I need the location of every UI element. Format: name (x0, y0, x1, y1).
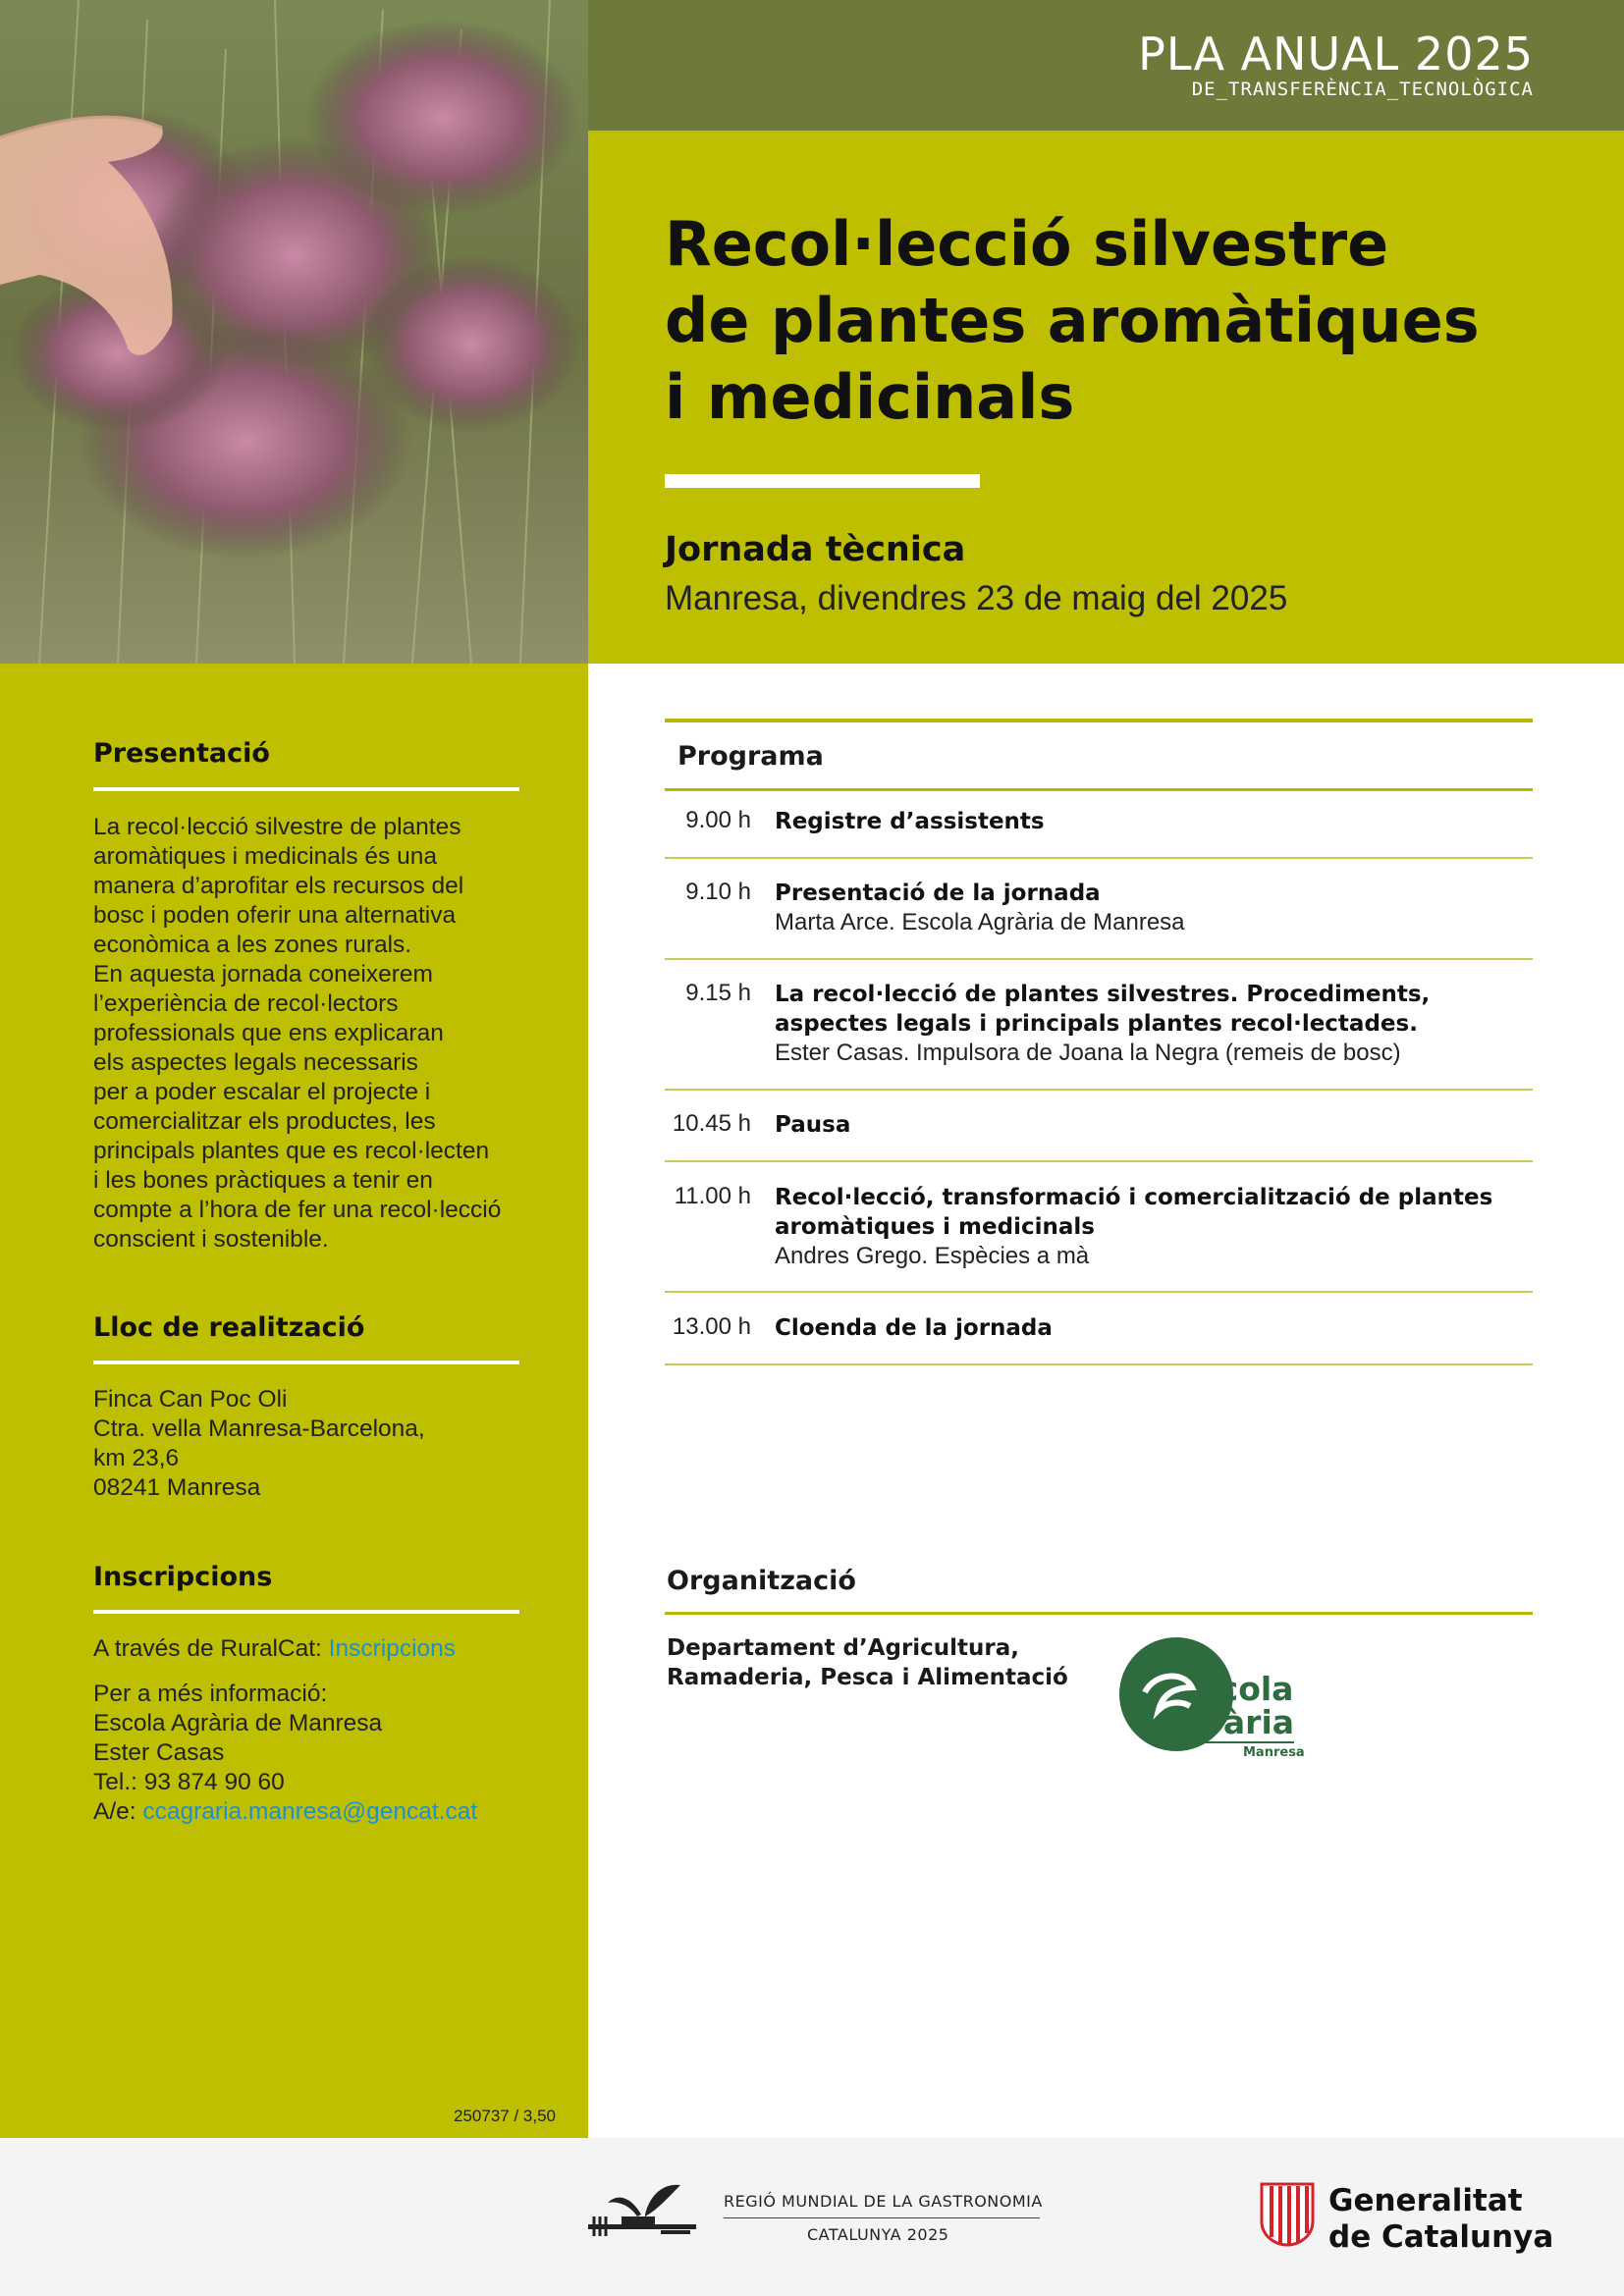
program-title: Recol·lecció, transformació i comercialització de plantes aromàtiques i medicinals (775, 1185, 1493, 1240)
divider (93, 1610, 519, 1614)
divider (93, 1361, 519, 1364)
program-title: La recol·lecció de plantes silvestres. Procediments, aspectes legals i principals plantes recol·lectades. (775, 982, 1431, 1037)
divider (665, 719, 1533, 722)
plan-title: PLA ANUAL 2025 (1138, 27, 1534, 80)
program-time: 11.00 h (674, 1183, 751, 1209)
program-speaker: Marta Arce. Escola Agrària de Manresa (775, 909, 1185, 935)
gastronomy-region-line1: REGIÓ MUNDIAL DE LA GASTRONOMIA (724, 2192, 1043, 2211)
email-link[interactable]: ccagraria.manresa@gencat.cat (142, 1798, 478, 1825)
title-divider (665, 474, 980, 488)
program-title: Registre d’assistents (775, 809, 1045, 834)
inscripcions-heading: Inscripcions (93, 1562, 273, 1592)
divider (665, 1363, 1533, 1365)
escola-agraria-logo (1115, 1633, 1312, 1771)
title-line: Recol·lecció silvestre (665, 208, 1389, 280)
page-title (665, 206, 1578, 436)
divider (665, 1160, 1533, 1162)
title-line: i medicinals (665, 361, 1075, 433)
divider (665, 788, 1533, 791)
hero-photo (0, 0, 588, 664)
plan-subtitle: DE_TRANSFERÈNCIA_TECNOLÒGICA (1191, 79, 1534, 100)
presentacio-text: La recol·lecció silvestre de plantes aromàtiques i medicinals és una manera d’aprofitar els recursos del bosc i poden oferir una alternativa econòmica a les zones rurals. En aquesta jornada coneixerem l’experiència de recol·lectors professionals que ens explicaran els aspectes legals necessaris per a poder escalar el projecte i comercialitzar els productes, les principals plantes que es recol·lecten i les bones pràctiques a tenir en compte a l’hora de fer una recol·lecció conscient i sostenible. (93, 814, 502, 1253)
divider (665, 1089, 1533, 1091)
organitzacio-heading: Organització (667, 1566, 856, 1596)
divider (665, 1291, 1533, 1293)
divider (665, 958, 1533, 960)
event-type: Jornada tècnica (665, 530, 966, 569)
inscripcions-via: A través de RuralCat: Inscripcions (93, 1635, 457, 1662)
program-title: Cloenda de la jornada (775, 1315, 1053, 1341)
program-title: Presentació de la jornada (775, 881, 1101, 906)
program-time: 9.00 h (685, 807, 751, 833)
event-date: Manresa, divendres 23 de maig del 2025 (665, 579, 1288, 617)
logo-text-2: grària (1184, 1703, 1295, 1741)
senyera-shield-icon (1260, 2182, 1315, 2247)
divider (93, 787, 519, 791)
divider (1186, 1741, 1294, 1743)
lloc-heading: Lloc de realització (93, 1312, 365, 1343)
program-time: 13.00 h (672, 1313, 751, 1340)
program-time: 9.15 h (685, 980, 751, 1006)
inscripcions-link[interactable]: Inscripcions (328, 1635, 457, 1662)
title-line: de plantes aromàtiques (665, 285, 1480, 356)
program-title: Pausa (775, 1112, 851, 1138)
generalitat-line1: Generalitat (1328, 2183, 1523, 2218)
divider (665, 1612, 1533, 1615)
program-time: 9.10 h (685, 879, 751, 905)
divider (665, 857, 1533, 859)
logo-text-1: scola (1200, 1670, 1294, 1708)
program-speaker: Ester Casas. Impulsora de Joana la Negra (remeis de bosc) (775, 1040, 1401, 1066)
contact-info: Per a més informació: Escola Agrària de Manresa Ester Casas Tel.: 93 874 90 60 A/e: ccagraria.manresa@gencat.cat (93, 1681, 478, 1825)
gastronomy-region-line2: CATALUNYA 2025 (807, 2225, 949, 2244)
organizer-department: Departament d’Agricultura, Ramaderia, Pesca i Alimentació (667, 1635, 1068, 1690)
programa-heading: Programa (677, 741, 824, 772)
logo-text-3: Manresa (1243, 1745, 1305, 1760)
gastronomy-icon (582, 2177, 705, 2246)
program-speaker: Andres Grego. Espècies a mà (775, 1243, 1090, 1269)
lloc-address: Finca Can Poc Oli Ctra. vella Manresa-Barcelona, km 23,6 08241 Manresa (93, 1386, 425, 1501)
generalitat-line2: de Catalunya (1328, 2219, 1554, 2255)
document-code: 250737 / 3,50 (454, 2107, 556, 2125)
program-time: 10.45 h (672, 1110, 751, 1137)
presentacio-heading: Presentació (93, 738, 270, 769)
divider (724, 2217, 1040, 2218)
